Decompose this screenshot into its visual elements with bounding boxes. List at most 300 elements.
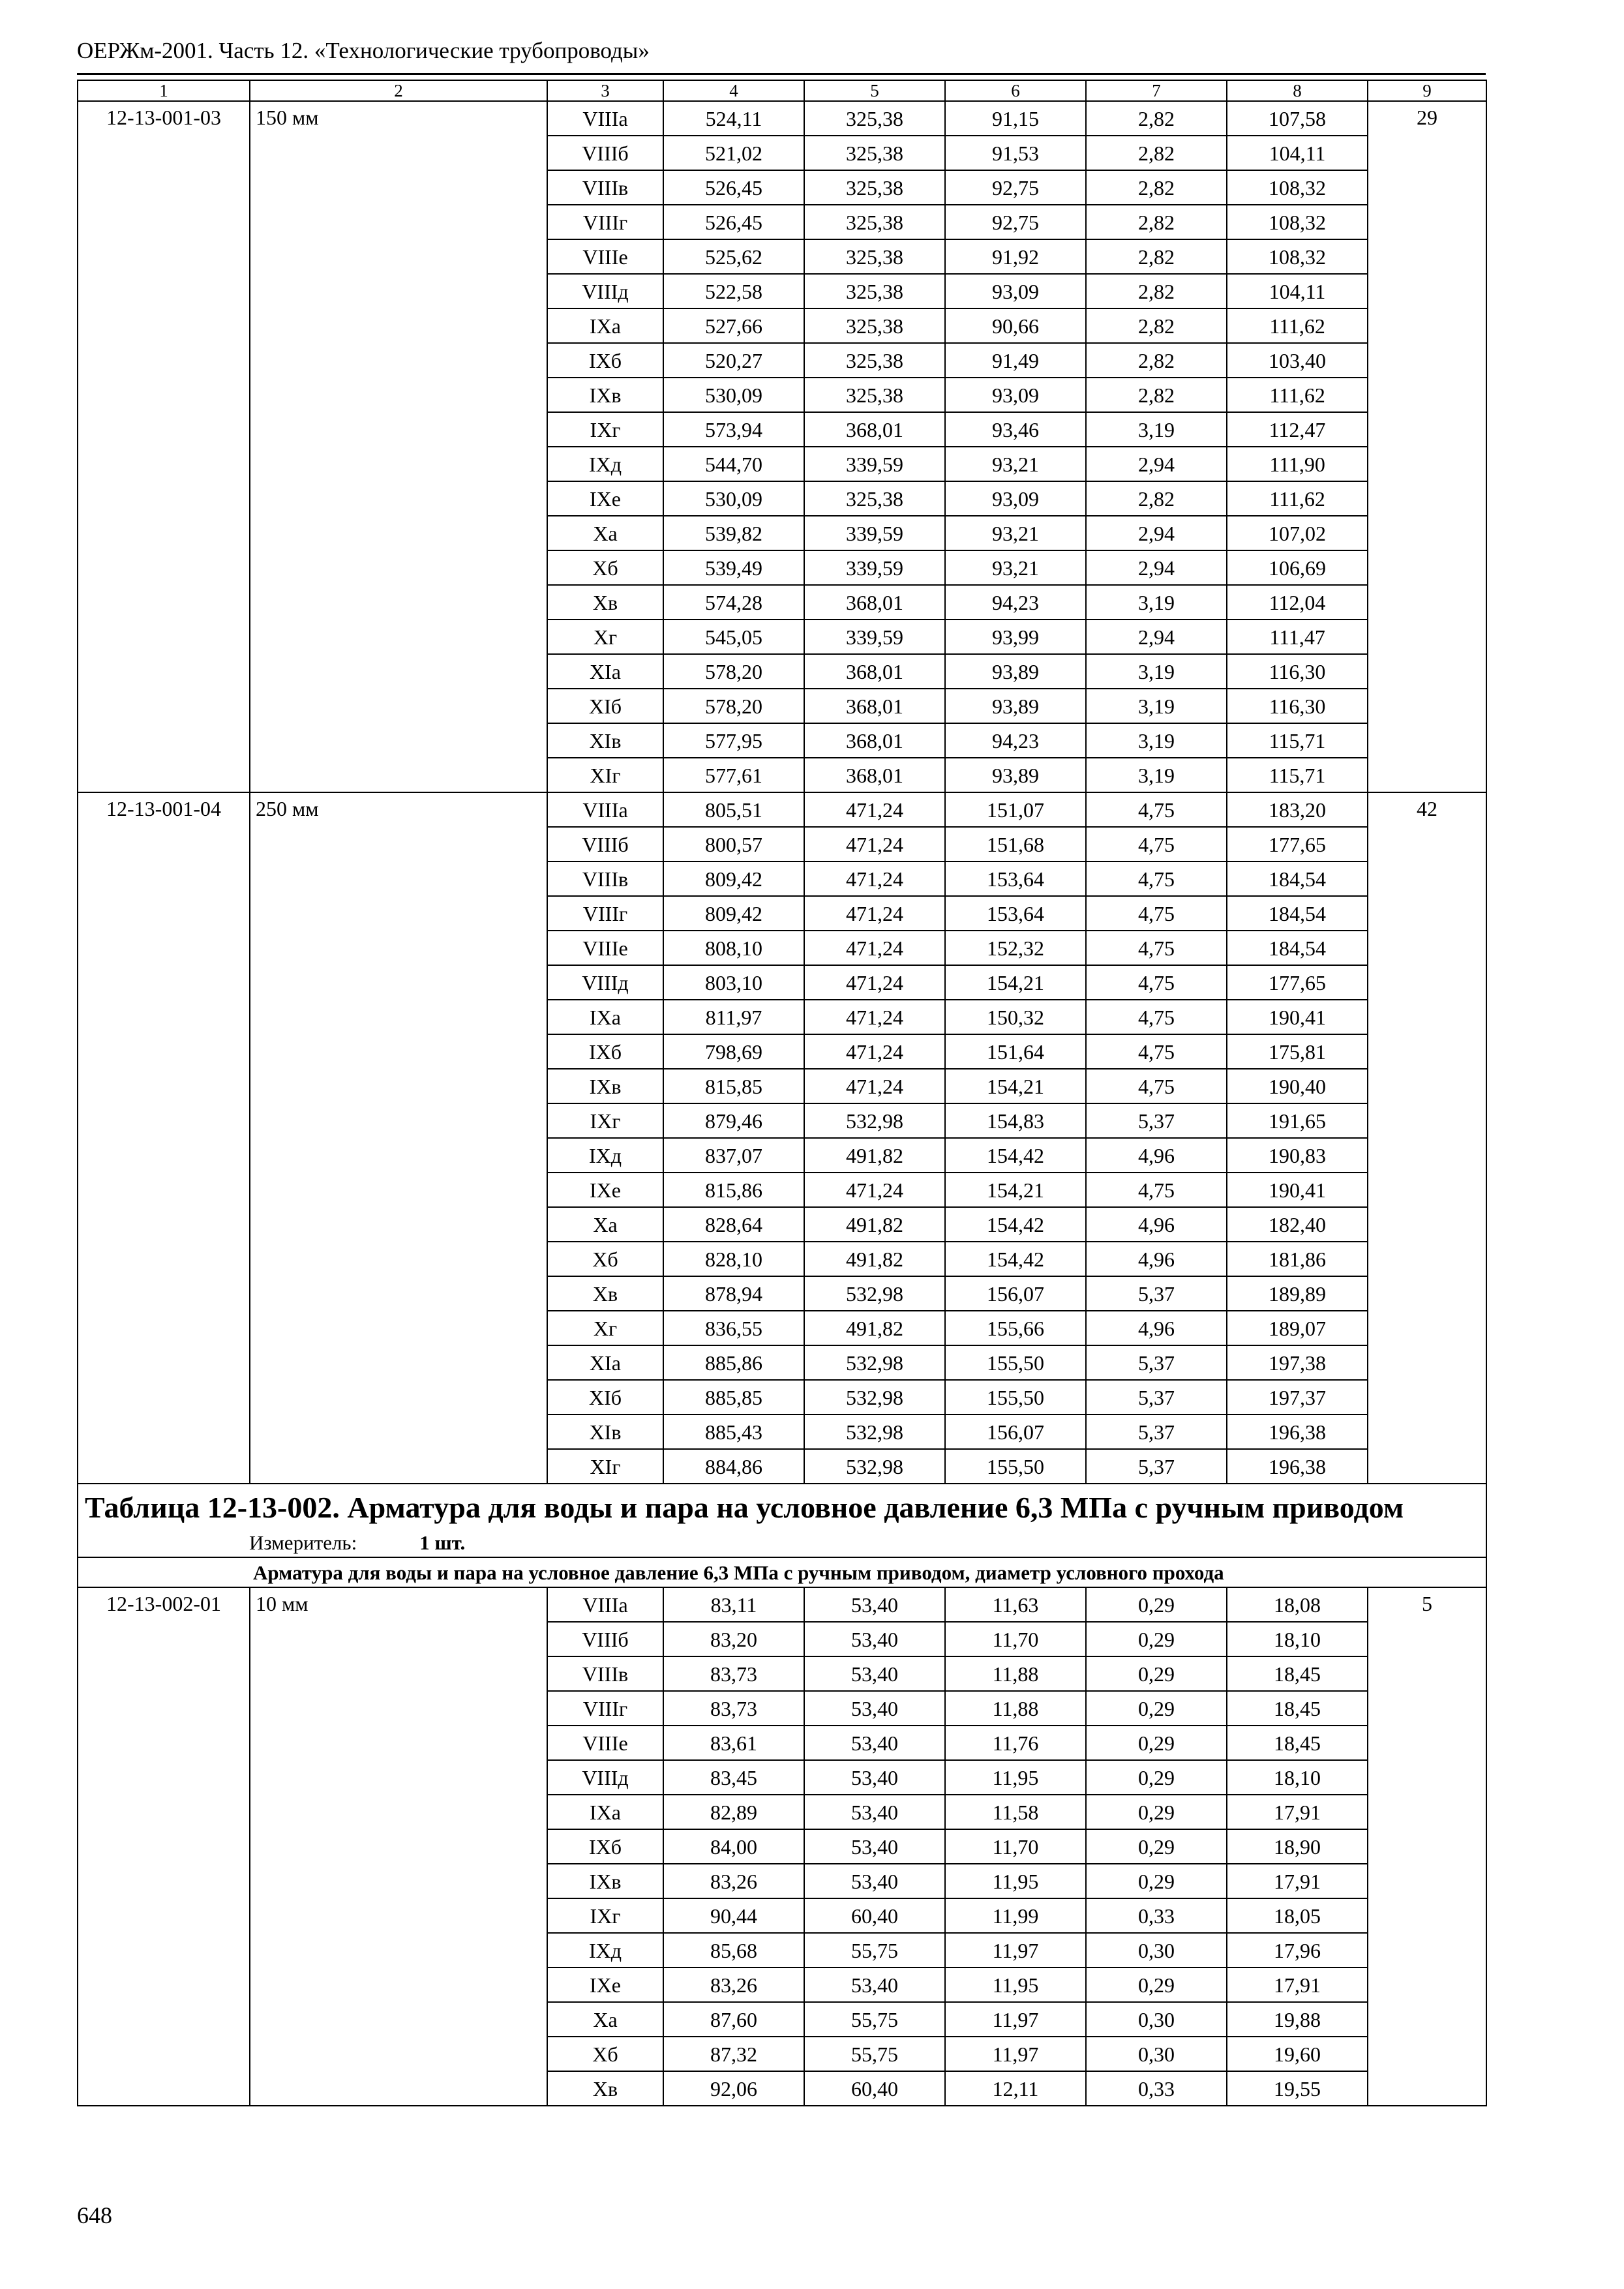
materials-cell: 190,41 — [1227, 1000, 1368, 1034]
machines-cell: 93,89 — [945, 689, 1086, 723]
zone-cell: VIIIд — [547, 1760, 663, 1795]
materials-cell: 196,38 — [1227, 1449, 1368, 1484]
zone-cell: IХе — [547, 1967, 663, 2002]
materials-cell: 111,90 — [1227, 447, 1368, 481]
total-cost-cell: 809,42 — [663, 861, 804, 896]
machines-cell: 94,23 — [945, 585, 1086, 620]
machines-cell: 11,99 — [945, 1898, 1086, 1933]
total-cost-cell: 836,55 — [663, 1311, 804, 1345]
machinists-wages-cell: 2,82 — [1086, 170, 1227, 205]
machinists-wages-cell: 2,82 — [1086, 378, 1227, 412]
zone-cell: Хб — [547, 2037, 663, 2071]
total-cost-cell: 878,94 — [663, 1276, 804, 1311]
column-number-4: 4 — [663, 80, 804, 101]
machinists-wages-cell: 0,29 — [1086, 1760, 1227, 1795]
machinists-wages-cell: 4,75 — [1086, 896, 1227, 931]
machinists-wages-cell: 3,19 — [1086, 758, 1227, 792]
materials-cell: 108,32 — [1227, 205, 1368, 239]
total-cost-cell: 578,20 — [663, 689, 804, 723]
machines-cell: 93,99 — [945, 620, 1086, 654]
zone-cell: VIIIд — [547, 274, 663, 308]
zone-cell: VIIIд — [547, 965, 663, 1000]
wages-cell: 471,24 — [804, 896, 945, 931]
machinists-wages-cell: 2,82 — [1086, 205, 1227, 239]
total-cost-cell: 84,00 — [663, 1829, 804, 1864]
zone-cell: ХIг — [547, 1449, 663, 1484]
total-cost-cell: 526,45 — [663, 170, 804, 205]
zone-cell: Хв — [547, 2071, 663, 2106]
machinists-wages-cell: 5,37 — [1086, 1380, 1227, 1414]
machines-cell: 93,46 — [945, 412, 1086, 447]
machines-cell: 11,95 — [945, 1967, 1086, 2002]
labor-cost-cell: 5 — [1368, 1587, 1486, 2106]
machinists-wages-cell: 2,94 — [1086, 620, 1227, 654]
total-cost-cell: 87,32 — [663, 2037, 804, 2071]
rate-name: 150 мм — [250, 101, 547, 792]
materials-cell: 183,20 — [1227, 792, 1368, 827]
wages-cell: 53,40 — [804, 1967, 945, 2002]
column-number-header — [78, 80, 1486, 101]
wages-cell: 471,24 — [804, 1034, 945, 1069]
wages-cell: 471,24 — [804, 861, 945, 896]
measure-label: Измеритель: — [249, 1531, 357, 1555]
wages-cell: 339,59 — [804, 447, 945, 481]
machinists-wages-cell: 2,82 — [1086, 481, 1227, 516]
zone-cell: VIIIг — [547, 205, 663, 239]
zone-cell: Хг — [547, 1311, 663, 1345]
machinists-wages-cell: 3,19 — [1086, 723, 1227, 758]
zone-cell: IХб — [547, 1829, 663, 1864]
zone-cell: VIIIб — [547, 136, 663, 170]
total-cost-cell: 545,05 — [663, 620, 804, 654]
zone-cell: IХд — [547, 1138, 663, 1173]
machines-cell: 155,66 — [945, 1311, 1086, 1345]
total-cost-cell: 573,94 — [663, 412, 804, 447]
zone-cell: VIIIв — [547, 861, 663, 896]
machines-cell: 150,32 — [945, 1000, 1086, 1034]
zone-cell: Хв — [547, 1276, 663, 1311]
materials-cell: 17,91 — [1227, 1795, 1368, 1829]
total-cost-cell: 885,86 — [663, 1345, 804, 1380]
materials-cell: 190,41 — [1227, 1173, 1368, 1207]
table-row — [78, 101, 1486, 136]
zone-cell: VIIIв — [547, 170, 663, 205]
materials-cell: 19,60 — [1227, 2037, 1368, 2071]
materials-cell: 18,05 — [1227, 1898, 1368, 1933]
total-cost-cell: 805,51 — [663, 792, 804, 827]
column-number-5: 5 — [804, 80, 945, 101]
machinists-wages-cell: 0,29 — [1086, 1691, 1227, 1726]
machinists-wages-cell: 4,75 — [1086, 1069, 1227, 1103]
materials-cell: 18,08 — [1227, 1587, 1368, 1622]
zone-cell: Ха — [547, 2002, 663, 2037]
zone-cell: VIIIб — [547, 1622, 663, 1656]
wages-cell: 53,40 — [804, 1726, 945, 1760]
machines-cell: 151,64 — [945, 1034, 1086, 1069]
machinists-wages-cell: 2,82 — [1086, 101, 1227, 136]
machinists-wages-cell: 2,94 — [1086, 516, 1227, 550]
zone-cell: IХв — [547, 378, 663, 412]
machines-cell: 151,68 — [945, 827, 1086, 861]
zone-cell: ХIа — [547, 654, 663, 689]
total-cost-cell: 828,10 — [663, 1242, 804, 1276]
total-cost-cell: 815,86 — [663, 1173, 804, 1207]
machines-cell: 153,64 — [945, 861, 1086, 896]
machinists-wages-cell: 4,75 — [1086, 965, 1227, 1000]
total-cost-cell: 885,43 — [663, 1414, 804, 1449]
materials-cell: 184,54 — [1227, 931, 1368, 965]
table-title-cell — [78, 1484, 1486, 1557]
machines-cell: 11,97 — [945, 2002, 1086, 2037]
machinists-wages-cell: 0,29 — [1086, 1829, 1227, 1864]
wages-cell: 53,40 — [804, 1864, 945, 1898]
materials-cell: 17,91 — [1227, 1967, 1368, 2002]
machinists-wages-cell: 0,33 — [1086, 2071, 1227, 2106]
machinists-wages-cell: 4,75 — [1086, 1000, 1227, 1034]
total-cost-cell: 815,85 — [663, 1069, 804, 1103]
total-cost-cell: 808,10 — [663, 931, 804, 965]
machinists-wages-cell: 2,82 — [1086, 239, 1227, 274]
machines-cell: 92,75 — [945, 170, 1086, 205]
materials-cell: 177,65 — [1227, 827, 1368, 861]
zone-cell: IХд — [547, 447, 663, 481]
wages-cell: 55,75 — [804, 2037, 945, 2071]
wages-cell: 60,40 — [804, 1898, 945, 1933]
materials-cell: 103,40 — [1227, 343, 1368, 378]
total-cost-cell: 885,85 — [663, 1380, 804, 1414]
wages-cell: 491,82 — [804, 1138, 945, 1173]
wages-cell: 325,38 — [804, 343, 945, 378]
machines-cell: 93,09 — [945, 481, 1086, 516]
materials-cell: 116,30 — [1227, 689, 1368, 723]
machinists-wages-cell: 0,29 — [1086, 1656, 1227, 1691]
machinists-wages-cell: 4,75 — [1086, 1173, 1227, 1207]
total-cost-cell: 525,62 — [663, 239, 804, 274]
total-cost-cell: 87,60 — [663, 2002, 804, 2037]
machinists-wages-cell: 3,19 — [1086, 689, 1227, 723]
machinists-wages-cell: 0,33 — [1086, 1898, 1227, 1933]
wages-cell: 491,82 — [804, 1242, 945, 1276]
total-cost-cell: 92,06 — [663, 2071, 804, 2106]
labor-cost-cell: 42 — [1368, 792, 1486, 1484]
zone-cell: VIIIа — [547, 792, 663, 827]
measure-line — [85, 1533, 1479, 1553]
zone-cell: VIIIа — [547, 1587, 663, 1622]
machines-cell: 11,58 — [945, 1795, 1086, 1829]
rate-name: 250 мм — [250, 792, 547, 1484]
machines-cell: 93,09 — [945, 378, 1086, 412]
total-cost-cell: 90,44 — [663, 1898, 804, 1933]
machinists-wages-cell: 4,96 — [1086, 1311, 1227, 1345]
wages-cell: 368,01 — [804, 758, 945, 792]
total-cost-cell: 530,09 — [663, 378, 804, 412]
machinists-wages-cell: 0,29 — [1086, 1795, 1227, 1829]
column-number-1: 1 — [78, 80, 250, 101]
zone-cell: VIIIг — [547, 1691, 663, 1726]
subtitle-row — [78, 1557, 1486, 1587]
wages-cell: 325,38 — [804, 170, 945, 205]
materials-cell: 18,45 — [1227, 1726, 1368, 1760]
zone-cell: VIIIв — [547, 1656, 663, 1691]
total-cost-cell: 577,95 — [663, 723, 804, 758]
materials-cell: 111,62 — [1227, 378, 1368, 412]
machines-cell: 12,11 — [945, 2071, 1086, 2106]
machinists-wages-cell: 4,75 — [1086, 931, 1227, 965]
machinists-wages-cell: 2,82 — [1086, 343, 1227, 378]
machinists-wages-cell: 0,30 — [1086, 2037, 1227, 2071]
wages-cell: 532,98 — [804, 1345, 945, 1380]
materials-cell: 189,89 — [1227, 1276, 1368, 1311]
zone-cell: ХIа — [547, 1345, 663, 1380]
column-number-8: 8 — [1227, 80, 1368, 101]
materials-cell: 106,69 — [1227, 550, 1368, 585]
rate-code: 12-13-001-03 — [78, 101, 250, 792]
total-cost-cell: 524,11 — [663, 101, 804, 136]
machinists-wages-cell: 4,96 — [1086, 1242, 1227, 1276]
wages-cell: 471,24 — [804, 1000, 945, 1034]
machines-cell: 93,21 — [945, 550, 1086, 585]
machines-cell: 93,89 — [945, 654, 1086, 689]
wages-cell: 368,01 — [804, 689, 945, 723]
wages-cell: 368,01 — [804, 585, 945, 620]
wages-cell: 368,01 — [804, 723, 945, 758]
machines-cell: 156,07 — [945, 1414, 1086, 1449]
wages-cell: 491,82 — [804, 1311, 945, 1345]
total-cost-cell: 803,10 — [663, 965, 804, 1000]
materials-cell: 197,38 — [1227, 1345, 1368, 1380]
wages-cell: 53,40 — [804, 1691, 945, 1726]
machines-cell: 153,64 — [945, 896, 1086, 931]
zone-cell: IХе — [547, 1173, 663, 1207]
materials-cell: 112,04 — [1227, 585, 1368, 620]
machines-cell: 94,23 — [945, 723, 1086, 758]
table-title-row — [78, 1484, 1486, 1557]
materials-cell: 181,86 — [1227, 1242, 1368, 1276]
rate-code: 12-13-001-04 — [78, 792, 250, 1484]
materials-cell: 104,11 — [1227, 274, 1368, 308]
materials-cell: 107,02 — [1227, 516, 1368, 550]
machinists-wages-cell: 3,19 — [1086, 412, 1227, 447]
wages-cell: 325,38 — [804, 136, 945, 170]
wages-cell: 53,40 — [804, 1587, 945, 1622]
materials-cell: 184,54 — [1227, 861, 1368, 896]
zone-cell: IХг — [547, 1898, 663, 1933]
wages-cell: 60,40 — [804, 2071, 945, 2106]
total-cost-cell: 800,57 — [663, 827, 804, 861]
zone-cell: IХа — [547, 308, 663, 343]
zone-cell: IХб — [547, 343, 663, 378]
wages-cell: 53,40 — [804, 1622, 945, 1656]
table-row — [78, 792, 1486, 827]
materials-cell: 17,96 — [1227, 1933, 1368, 1967]
materials-cell: 107,58 — [1227, 101, 1368, 136]
wages-cell: 368,01 — [804, 654, 945, 689]
column-number-9: 9 — [1368, 80, 1486, 101]
zone-cell: VIIIб — [547, 827, 663, 861]
zone-cell: Хв — [547, 585, 663, 620]
zone-cell: Ха — [547, 516, 663, 550]
machinists-wages-cell: 4,75 — [1086, 1034, 1227, 1069]
machinists-wages-cell: 5,37 — [1086, 1414, 1227, 1449]
materials-cell: 108,32 — [1227, 239, 1368, 274]
total-cost-cell: 539,49 — [663, 550, 804, 585]
wages-cell: 53,40 — [804, 1795, 945, 1829]
table-body — [78, 101, 1486, 2106]
machinists-wages-cell: 4,75 — [1086, 861, 1227, 896]
machines-cell: 154,42 — [945, 1138, 1086, 1173]
total-cost-cell: 83,73 — [663, 1691, 804, 1726]
machines-cell: 11,97 — [945, 1933, 1086, 1967]
machinists-wages-cell: 2,94 — [1086, 447, 1227, 481]
measure-value: 1 шт. — [419, 1531, 466, 1555]
materials-cell: 108,32 — [1227, 170, 1368, 205]
wages-cell: 491,82 — [804, 1207, 945, 1242]
page-number: 648 — [77, 2202, 112, 2228]
materials-cell: 19,88 — [1227, 2002, 1368, 2037]
zone-cell: IХа — [547, 1000, 663, 1034]
machines-cell: 11,88 — [945, 1656, 1086, 1691]
price-table — [77, 80, 1487, 2106]
zone-cell: IХа — [547, 1795, 663, 1829]
zone-cell: IХг — [547, 1103, 663, 1138]
wages-cell: 471,24 — [804, 827, 945, 861]
total-cost-cell: 828,64 — [663, 1207, 804, 1242]
machines-cell: 11,95 — [945, 1760, 1086, 1795]
wages-cell: 53,40 — [804, 1829, 945, 1864]
materials-cell: 104,11 — [1227, 136, 1368, 170]
table-row — [78, 1587, 1486, 1622]
zone-cell: VIIIе — [547, 931, 663, 965]
machinists-wages-cell: 2,82 — [1086, 136, 1227, 170]
machinists-wages-cell: 0,29 — [1086, 1967, 1227, 2002]
zone-cell: Хб — [547, 550, 663, 585]
materials-cell: 184,54 — [1227, 896, 1368, 931]
total-cost-cell: 574,28 — [663, 585, 804, 620]
wages-cell: 53,40 — [804, 1760, 945, 1795]
zone-cell: IХд — [547, 1933, 663, 1967]
zone-cell: VIIIе — [547, 239, 663, 274]
machines-cell: 11,88 — [945, 1691, 1086, 1726]
total-cost-cell: 83,45 — [663, 1760, 804, 1795]
machinists-wages-cell: 5,37 — [1086, 1103, 1227, 1138]
total-cost-cell: 83,61 — [663, 1726, 804, 1760]
materials-cell: 111,62 — [1227, 308, 1368, 343]
machines-cell: 154,83 — [945, 1103, 1086, 1138]
machinists-wages-cell: 2,82 — [1086, 274, 1227, 308]
total-cost-cell: 539,82 — [663, 516, 804, 550]
materials-cell: 17,91 — [1227, 1864, 1368, 1898]
column-number-2: 2 — [250, 80, 547, 101]
wages-cell: 55,75 — [804, 2002, 945, 2037]
table-title: Таблица 12-13-002. Арматура для воды и пара на условное давление 6,3 МПа с ручным приводом — [85, 1491, 1404, 1524]
machinists-wages-cell: 4,75 — [1086, 792, 1227, 827]
machines-cell: 91,92 — [945, 239, 1086, 274]
total-cost-cell: 527,66 — [663, 308, 804, 343]
machinists-wages-cell: 0,29 — [1086, 1622, 1227, 1656]
wages-cell: 325,38 — [804, 481, 945, 516]
table-subtitle: Арматура для воды и пара на условное давление 6,3 МПа с ручным приводом, диаметр условного прохода — [78, 1557, 1486, 1587]
rate-code: 12-13-002-01 — [78, 1587, 250, 2106]
zone-cell: IХг — [547, 412, 663, 447]
price-table-wrapper — [77, 80, 1486, 2106]
wages-cell: 325,38 — [804, 378, 945, 412]
total-cost-cell: 521,02 — [663, 136, 804, 170]
wages-cell: 325,38 — [804, 308, 945, 343]
wages-cell: 339,59 — [804, 620, 945, 654]
zone-cell: IХе — [547, 481, 663, 516]
total-cost-cell: 837,07 — [663, 1138, 804, 1173]
machines-cell: 91,53 — [945, 136, 1086, 170]
machines-cell: 93,21 — [945, 516, 1086, 550]
machines-cell: 93,09 — [945, 274, 1086, 308]
total-cost-cell: 83,20 — [663, 1622, 804, 1656]
machines-cell: 154,21 — [945, 1069, 1086, 1103]
zone-cell: VIIIг — [547, 896, 663, 931]
wages-cell: 368,01 — [804, 412, 945, 447]
machines-cell: 11,70 — [945, 1829, 1086, 1864]
machines-cell: 93,89 — [945, 758, 1086, 792]
machinists-wages-cell: 0,29 — [1086, 1864, 1227, 1898]
machinists-wages-cell: 0,30 — [1086, 2002, 1227, 2037]
total-cost-cell: 83,11 — [663, 1587, 804, 1622]
zone-cell: VIIIа — [547, 101, 663, 136]
machines-cell: 11,95 — [945, 1864, 1086, 1898]
zone-cell: IХв — [547, 1069, 663, 1103]
machines-cell: 90,66 — [945, 308, 1086, 343]
materials-cell: 191,65 — [1227, 1103, 1368, 1138]
machines-cell: 154,42 — [945, 1207, 1086, 1242]
machinists-wages-cell: 0,29 — [1086, 1587, 1227, 1622]
materials-cell: 196,38 — [1227, 1414, 1368, 1449]
total-cost-cell: 809,42 — [663, 896, 804, 931]
zone-cell: ХIб — [547, 1380, 663, 1414]
materials-cell: 177,65 — [1227, 965, 1368, 1000]
zone-cell: ХIв — [547, 723, 663, 758]
zone-cell: VIIIе — [547, 1726, 663, 1760]
wages-cell: 532,98 — [804, 1414, 945, 1449]
total-cost-cell: 82,89 — [663, 1795, 804, 1829]
materials-cell: 116,30 — [1227, 654, 1368, 689]
materials-cell: 18,10 — [1227, 1760, 1368, 1795]
materials-cell: 190,40 — [1227, 1069, 1368, 1103]
total-cost-cell: 85,68 — [663, 1933, 804, 1967]
machines-cell: 155,50 — [945, 1345, 1086, 1380]
machinists-wages-cell: 3,19 — [1086, 654, 1227, 689]
machines-cell: 154,42 — [945, 1242, 1086, 1276]
wages-cell: 53,40 — [804, 1656, 945, 1691]
machines-cell: 91,49 — [945, 343, 1086, 378]
wages-cell: 532,98 — [804, 1449, 945, 1484]
total-cost-cell: 520,27 — [663, 343, 804, 378]
total-cost-cell: 577,61 — [663, 758, 804, 792]
materials-cell: 19,55 — [1227, 2071, 1368, 2106]
machinists-wages-cell: 0,30 — [1086, 1933, 1227, 1967]
machines-cell: 152,32 — [945, 931, 1086, 965]
zone-cell: ХIв — [547, 1414, 663, 1449]
machinists-wages-cell: 5,37 — [1086, 1345, 1227, 1380]
labor-cost-cell: 29 — [1368, 101, 1486, 792]
materials-cell: 18,45 — [1227, 1656, 1368, 1691]
total-cost-cell: 798,69 — [663, 1034, 804, 1069]
wages-cell: 325,38 — [804, 274, 945, 308]
column-number-row — [78, 80, 1486, 101]
total-cost-cell: 530,09 — [663, 481, 804, 516]
machinists-wages-cell: 2,82 — [1086, 308, 1227, 343]
machines-cell: 155,50 — [945, 1380, 1086, 1414]
machinists-wages-cell: 5,37 — [1086, 1276, 1227, 1311]
column-number-6: 6 — [945, 80, 1086, 101]
machines-cell: 156,07 — [945, 1276, 1086, 1311]
